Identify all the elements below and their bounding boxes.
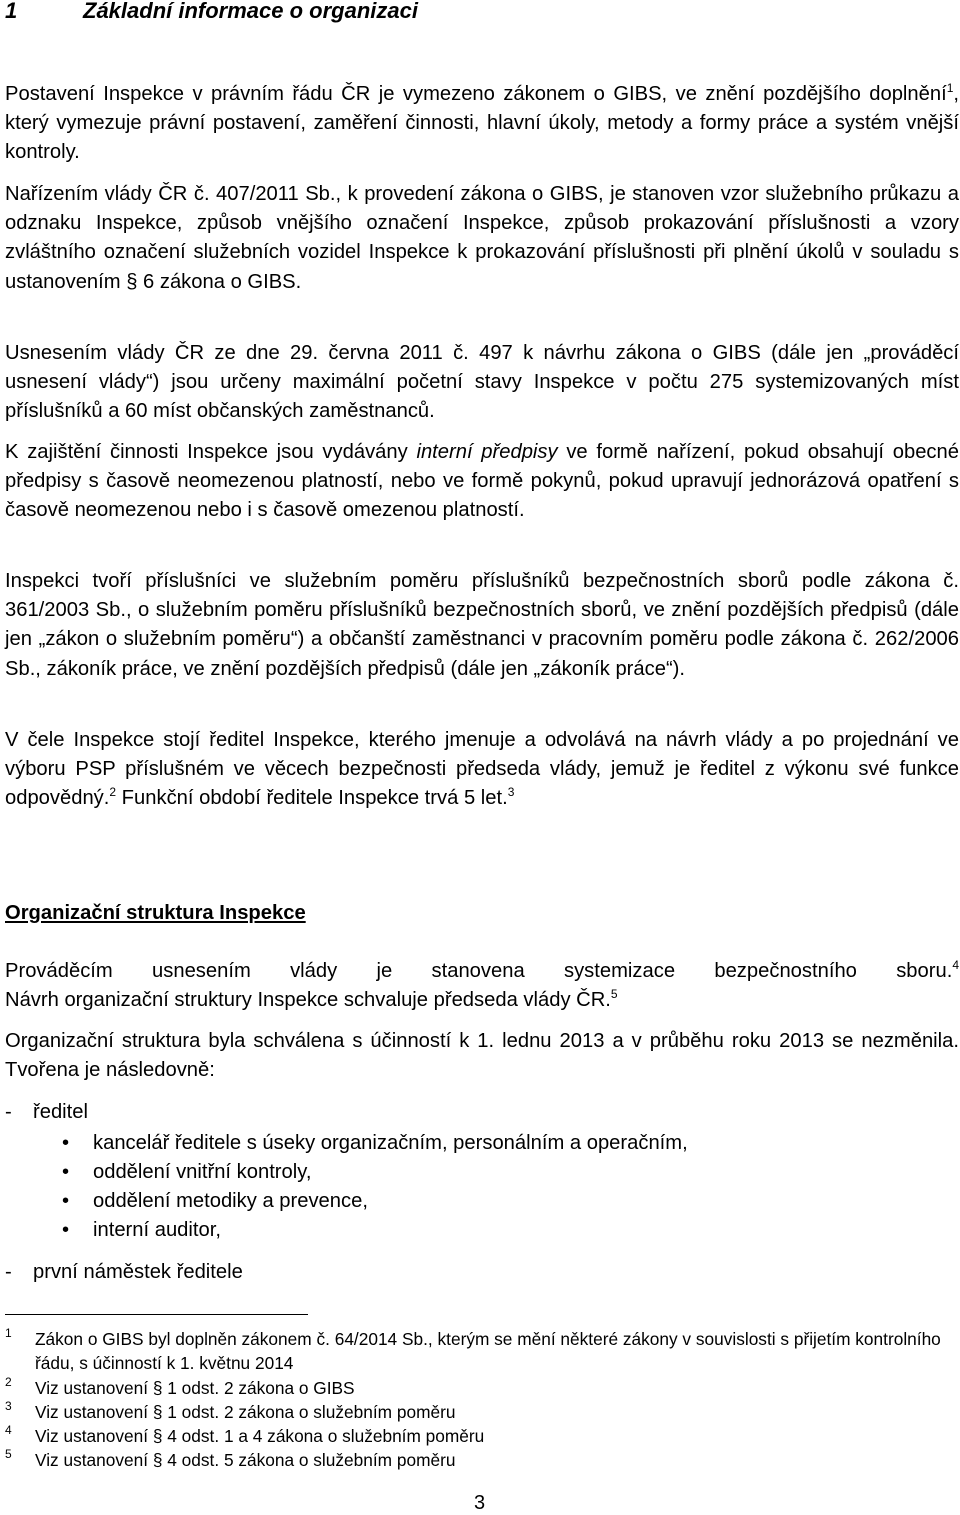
- bullet-marker: •: [62, 1132, 70, 1154]
- paragraph-text: Funkční období ředitele Inspekce trvá 5 let.: [116, 787, 508, 810]
- footnote-mark: 3: [5, 1399, 12, 1413]
- paragraph-government-resolution: Usnesením vlády ČR ze dne 29. června 2011 č. 497 k návrhu zákona o GIBS (dále jen „prováděcí usnesení vlády“) jsou určeny maximální početní stavy Inspekce v počtu 275 systemizovaných míst příslušníků a 60 míst občanských zaměstnanců.: [5, 342, 959, 423]
- footnote-ref[interactable]: 3: [507, 785, 515, 800]
- paragraph-text: V čele Inspekce stojí ředitel Inspekce, kterého jmenuje a odvolává na návrh vlády a po projednání ve výboru PSP příslušném ve věcech bezpečnosti předseda vlády, jemuž je ředitel z výkonu své funkce odpovědný.: [5, 729, 959, 810]
- sub-list-item-text: oddělení metodiky a prevence,: [93, 1190, 368, 1212]
- list-item-text: první náměstek ředitele: [33, 1261, 243, 1283]
- paragraph-staff-composition: Inspekci tvoří příslušníci ve služebním poměru příslušníků bezpečnostních sborů podle zákona č. 361/2003 Sb., o služebním poměru příslušníků bezpečnostních sborů, ve znění pozdějších předpisů (dále jen „zákon o služebním poměru“) a občanští zaměstnanci v pracovním poměru podle zákona č. 262/2006 Sb., zákoník práce, ve znění pozdějších předpisů (dále jen „zákoník práce“).: [5, 570, 959, 680]
- section-number: 1: [5, 0, 18, 23]
- bullet-marker: •: [62, 1219, 70, 1241]
- footnote-text: Viz ustanovení § 4 odst. 1 a 4 zákona o služebním poměru: [35, 1426, 485, 1446]
- section-heading: [5, 0, 418, 24]
- paragraph-text: Návrh organizační struktury Inspekce schvaluje předseda vlády ČR.: [5, 989, 611, 1012]
- paragraph-legal-status: [5, 80, 959, 168]
- paragraph-text: ve formě nařízení, pokud obsahují obecné předpisy s časově neomezenou platností, nebo ve formě pokynů, pokud upravují jednorázová opatření s časově neomezenou nebo i s časově omezenou platností.: [5, 441, 959, 522]
- footnote-text: Viz ustanovení § 1 odst. 2 zákona o GIBS: [35, 1378, 355, 1398]
- paragraph-structure-intro: Organizační struktura byla schválena s účinností k 1. lednu 2013 a v průběhu roku 2013 se nezměnila. Tvořena je následovně:: [5, 1030, 959, 1082]
- paragraph-text: , který vymezuje právní postavení, zaměření činnosti, hlavní úkoly, metody a formy práce a systém vnější kontroly.: [5, 83, 959, 164]
- footnote-ref[interactable]: 4: [952, 958, 959, 972]
- paragraph-internal-regulations: [5, 438, 959, 526]
- footnote-ref[interactable]: 1: [946, 81, 954, 95]
- footnote-separator: [5, 1314, 308, 1315]
- footnote-mark: 1: [5, 1326, 12, 1340]
- sub-list-item-text: oddělení vnitřní kontroly,: [93, 1161, 312, 1183]
- paragraph-text: Postavení Inspekce v právním řádu ČR je vymezeno zákonem o GIBS, ve znění pozdějšího doplnění: [5, 83, 947, 105]
- paragraph-government-decree: Nařízením vlády ČR č. 407/2011 Sb., k provedení zákona o GIBS, je stanoven vzor služebního průkazu a odznaku Inspekce, způsob vnějšího označení Inspekce, způsob prokazování příslušnosti a vzory zvláštního označení služebních vozidel Inspekce k prokazování příslušnosti při plnění úkolů v souladu s ustanovením § 6 zákona o GIBS.: [5, 183, 959, 293]
- footnote-mark: 2: [5, 1375, 12, 1389]
- footnote-mark: 4: [5, 1423, 12, 1437]
- bullet-marker: •: [62, 1161, 70, 1183]
- footnote-ref[interactable]: 2: [109, 785, 117, 800]
- footnote-text: Viz ustanovení § 4 odst. 5 zákona o služebním poměru: [35, 1450, 456, 1470]
- footnote-mark: 5: [5, 1447, 12, 1461]
- section-title: Základní informace o organizaci: [83, 0, 418, 23]
- list-item-text: ředitel: [33, 1101, 88, 1123]
- bullet-marker: •: [62, 1190, 70, 1212]
- footnote-text: Zákon o GIBS byl doplněn zákonem č. 64/2014 Sb., kterým se mění některé zákony v souvislosti s přijetím kontrolního řádu, s účinností k 1. květnu 2014: [35, 1329, 941, 1373]
- footnote-text: Viz ustanovení § 1 odst. 2 zákona o služebním poměru: [35, 1402, 456, 1422]
- paragraph-director: [5, 726, 959, 814]
- subsection-heading: Organizační struktura Inspekce: [5, 902, 306, 924]
- paragraph-systemization: [5, 957, 959, 1015]
- paragraph-text: Prováděcím usnesením vlády je stanovena systemizace bezpečnostního sboru.: [5, 960, 953, 982]
- footnote: [5, 1327, 960, 1375]
- emphasis-text: interní předpisy: [416, 441, 558, 463]
- sub-list-item-text: kancelář ředitele s úseky organizačním, personálním a operačním,: [93, 1132, 688, 1154]
- page-number: 3: [474, 1492, 486, 1514]
- footnote-ref[interactable]: 5: [610, 987, 618, 1002]
- sub-list-item-text: interní auditor,: [93, 1219, 221, 1241]
- paragraph-text: K zajištění činnosti Inspekce jsou vydávány: [5, 441, 417, 463]
- dash-marker: -: [5, 1261, 12, 1283]
- dash-marker: -: [5, 1101, 12, 1123]
